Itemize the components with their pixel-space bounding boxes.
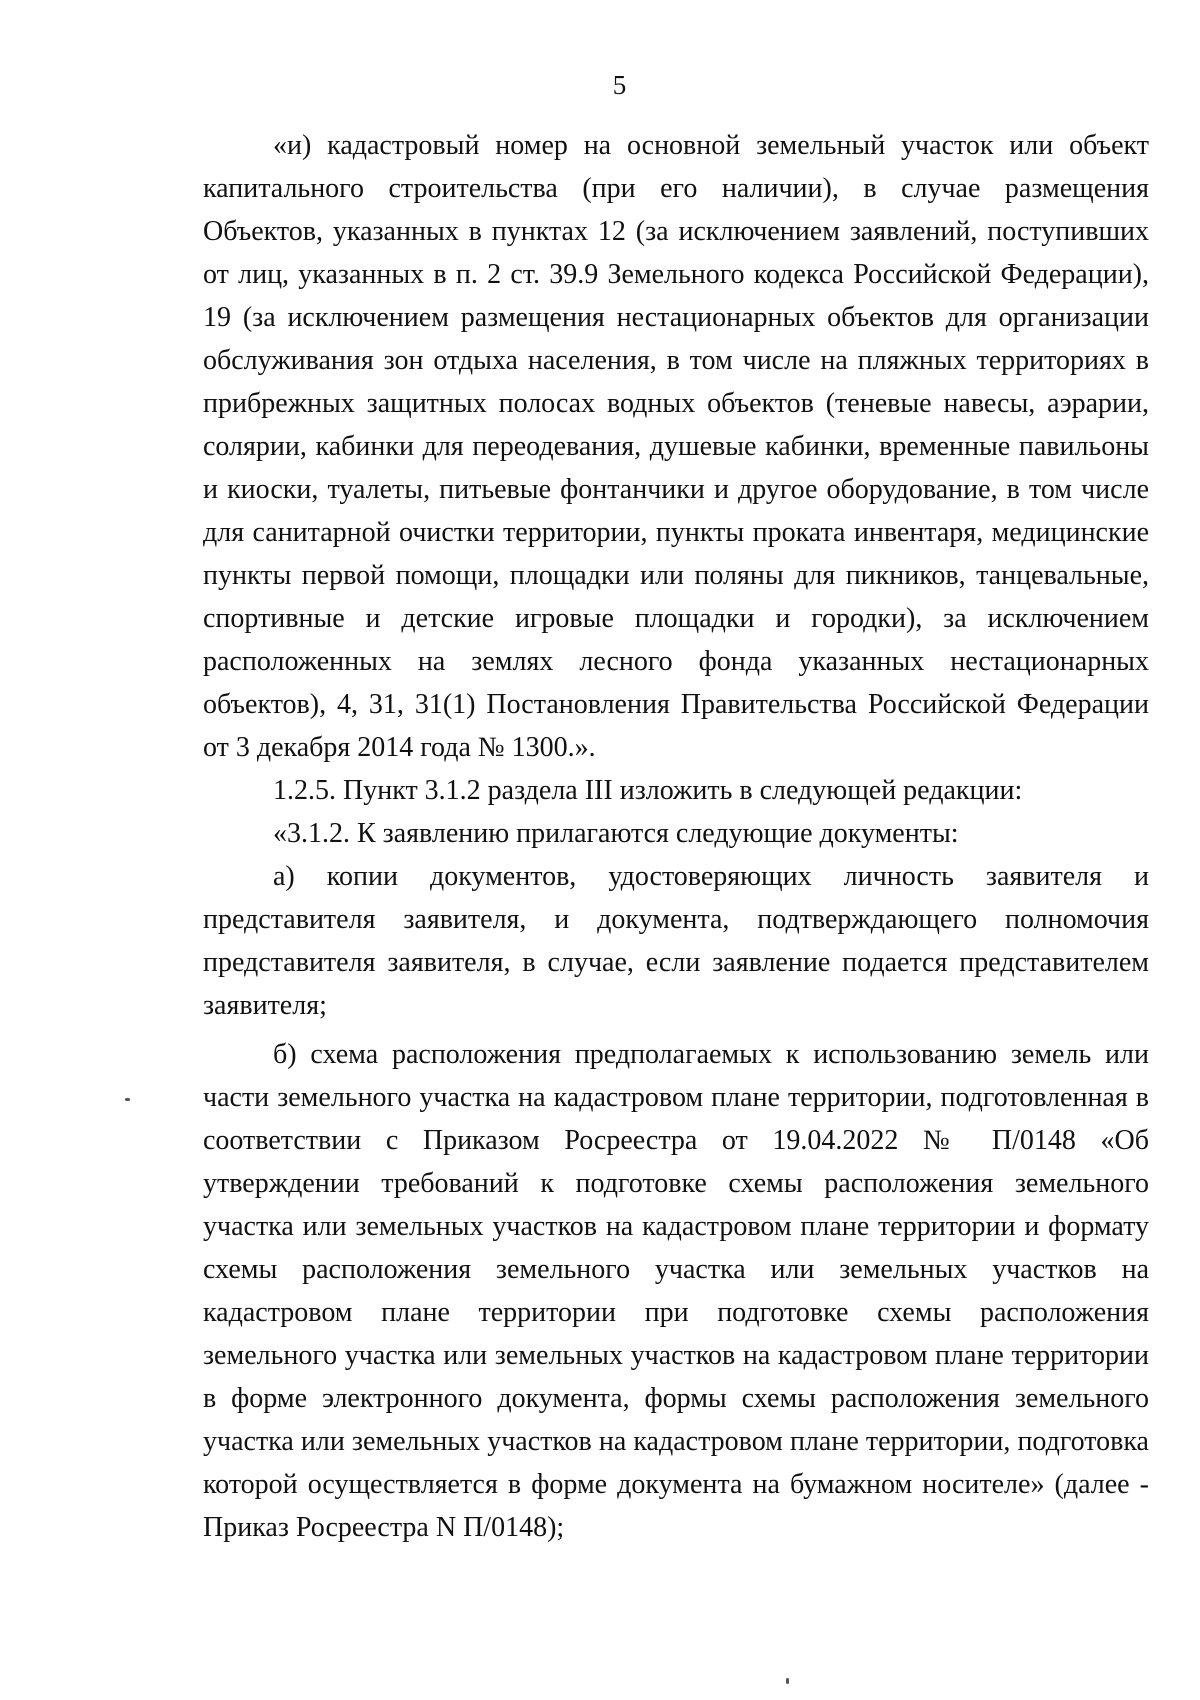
paragraph-item-i: «и) кадастровый номер на основной земельный участок или объект капитального строительства (при его наличии), в случае размещения Объектов, указанных в пунктах 12 (за исключением заявлений, поступивших от лиц, указанных в п. 2 ст. 39.9 Земельного кодекса Российской Федерации), 19 (за исключением размещения нестационарных объектов для организации обслуживания зон отдыха населения, в том числе на пляжных территориях в прибрежных защитных полосах водных объектов (теневые навесы, аэрарии, солярии, кабинки для переодевания, душевые кабинки, временные павильоны и киоски, туалеты, питьевые фонтанчики и другое оборудование, в том числе для санитарной очистки территории, пункты проката инвентаря, медицинские пункты первой помощи, площадки или поляны для пикников, танцевальные, спортивные и детские игровые площадки и городки), за исключением расположенных на землях лесного фонда указанных нестационарных объектов), 4, 31, 31(1) Постановления Правительства Российской Федерации от 3 декабря 2014 года № 1300.». (203, 130, 1149, 763)
paragraph-item-a: а) копии документов, удостоверяющих личность заявителя и представителя заявителя, и документа, подтверждающего полномочия представителя заявителя, в случае, если заявление подается представителем заявителя; (203, 861, 1149, 1021)
paragraph-clause-3-1-2: «3.1.2. К заявлению прилагаются следующие документы: (273, 818, 959, 849)
page-number: 5 (612, 70, 627, 100)
scan-speck (125, 1098, 130, 1101)
paragraph-item-b: б) схема расположения предполагаемых к использованию земель или части земельного участка на кадастровом плане территории, подготовленная в соответствии с Приказом Росреестра от 19.04.2022 № П/0148 «Об утверждении требований к подготовке схемы расположения земельного участка или земельных участков на кадастровом плане территории и формату схемы расположения земельного участка или земельных участков на кадастровом плане территории при подготовке схемы расположения земельного участка или земельных участков на кадастровом плане территории в форме электронного документа, формы схемы расположения земельного участка или земельных участков на кадастровом плане территории, подготовка которой осуществляется в форме документа на бумажном носителе» (далее - Приказ Росреестра N П/0148); (203, 1039, 1149, 1543)
paragraph-clause-1-2-5: 1.2.5. Пункт 3.1.2 раздела III изложить в следующей редакции: (273, 775, 1023, 806)
document-body (203, 124, 1149, 1549)
scan-speck (786, 1678, 789, 1684)
